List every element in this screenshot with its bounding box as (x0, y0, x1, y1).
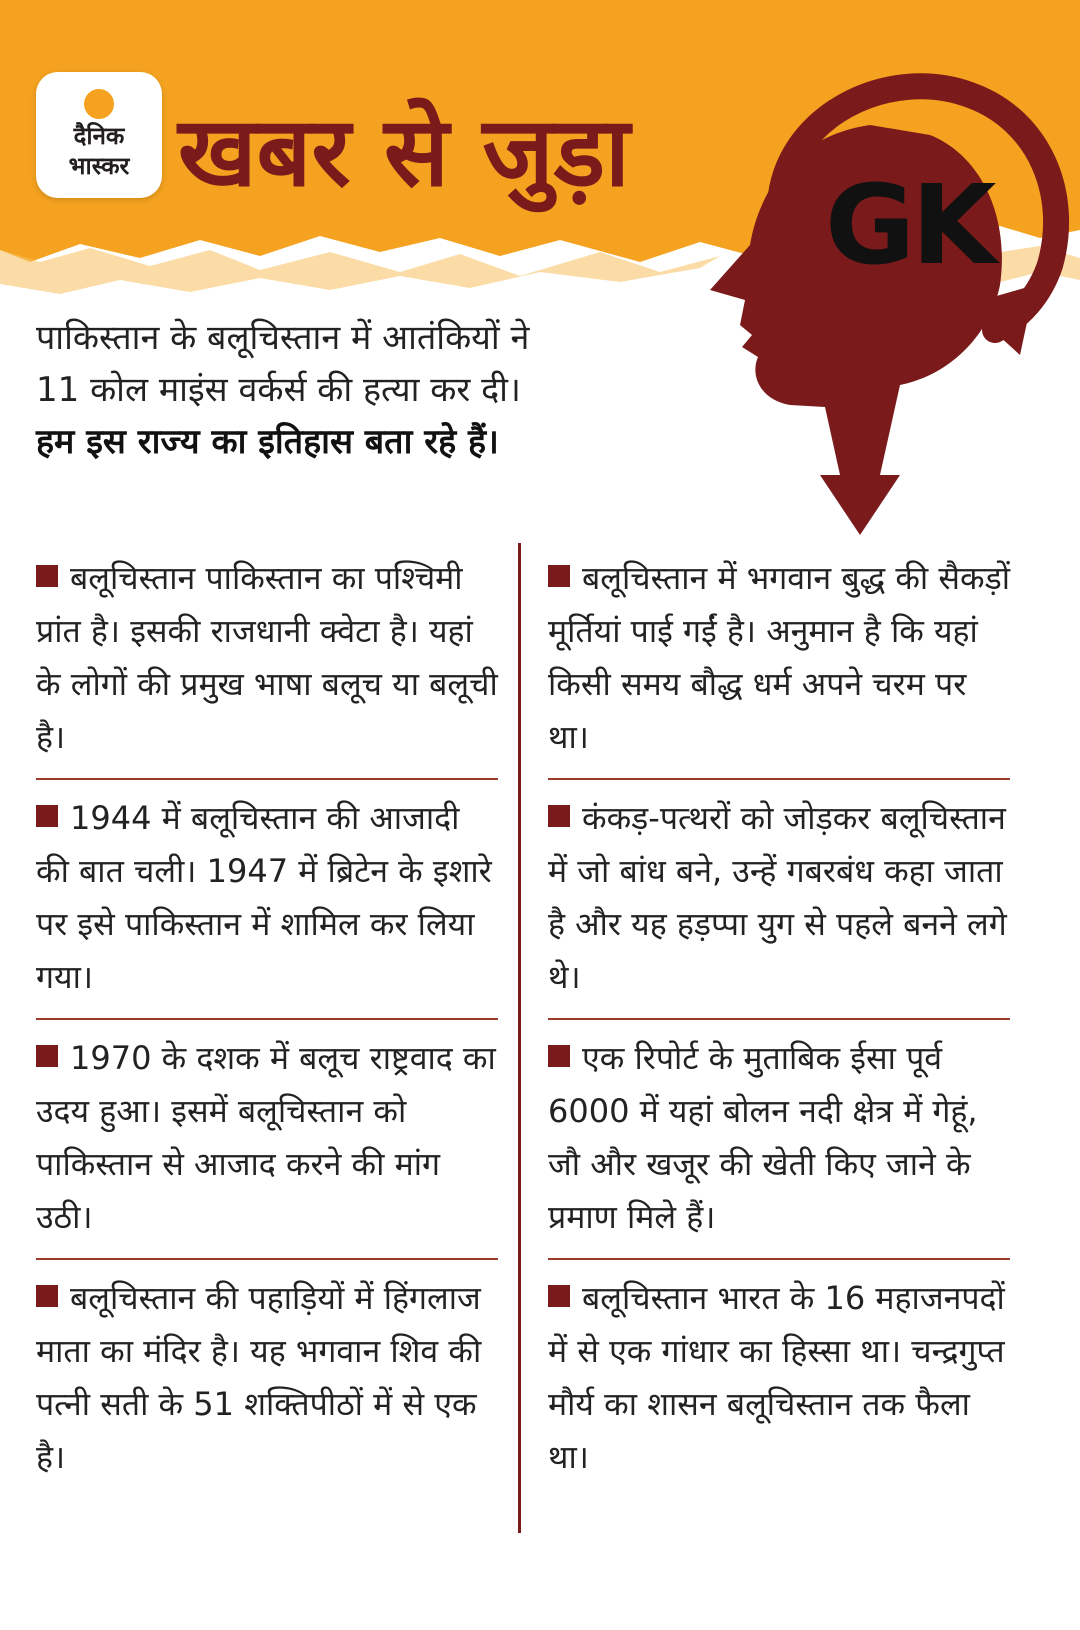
fact-text: बलूचिस्तान पाकिस्तान का पश्चिमी प्रांत है। इसकी राजधानी क्वेटा है। यहां के लोगों की प्रमुख भाषा बलूच या बलूची है। (36, 559, 498, 756)
square-bullet-icon (548, 565, 570, 587)
square-bullet-icon (36, 565, 58, 587)
fact-text: कंकड़-पत्थरों को जोड़कर बलूचिस्तान में जो बांध बने, उन्हें गबरबंध कहा जाता है और यह हड़प्पा युग से पहले बनने लगे थे। (548, 799, 1007, 996)
fact-item (548, 1020, 1010, 1260)
square-bullet-icon (548, 1285, 570, 1307)
fact-item (548, 1260, 1010, 1498)
fact-item (548, 780, 1010, 1020)
fact-item (36, 1260, 498, 1498)
fact-text: एक रिपोर्ट के मुताबिक ईसा पूर्व 6000 में यहां बोलन नदी क्षेत्र में गेहूं, जौ और खजूर की खेती किए जाने के प्रमाण मिले हैं। (548, 1039, 978, 1236)
dainik-bhaskar-logo (36, 72, 162, 198)
fact-text: बलूचिस्तान भारत के 16 महाजनपदों में से एक गांधार का हिस्सा था। चन्द्रगुप्त मौर्य का शासन बलूचिस्तान तक फैला था। (548, 1279, 1005, 1476)
fact-text: 1970 के दशक में बलूच राष्ट्रवाद का उदय हुआ। इसमें बलूचिस्तान को पाकिस्तान से आजाद करने की मांग उठी। (36, 1039, 496, 1236)
square-bullet-icon (36, 1285, 58, 1307)
intro-line-1: पाकिस्तान के बलूचिस्तान में आतंकियों ने (36, 318, 530, 358)
fact-text: बलूचिस्तान की पहाड़ियों में हिंगलाज माता का मंदिर है। यह भगवान शिव की पत्नी सती के 51 शक्तिपीठों में से एक है। (36, 1279, 482, 1476)
intro-text (36, 312, 716, 468)
column-divider (518, 543, 521, 1533)
fact-text: 1944 में बलूचिस्तान की आजादी की बात चली। 1947 में ब्रिटेन के इशारे पर इसे पाकिस्तान में शामिल कर लिया गया। (36, 799, 492, 996)
fact-item (36, 1020, 498, 1260)
facts-left-column (36, 548, 498, 1498)
fact-item (36, 780, 498, 1020)
fact-text: बलूचिस्तान में भगवान बुद्ध की सैकड़ों मूर्तियां पाई गईं है। अनुमान है कि यहां किसी समय बौद्ध धर्म अपने चरम पर था। (548, 559, 1010, 756)
facts-right-column (548, 548, 1010, 1498)
square-bullet-icon (548, 1045, 570, 1067)
square-bullet-icon (36, 1045, 58, 1067)
intro-line-3: हम इस राज्य का इतिहास बता रहे हैं। (36, 422, 499, 462)
square-bullet-icon (36, 805, 58, 827)
logo-text-line1: दैनिक (73, 122, 125, 150)
gk-badge: GK (825, 161, 993, 289)
page-title: खबर से जुड़ा (178, 96, 630, 208)
fact-item (548, 548, 1010, 780)
sun-icon (84, 89, 114, 119)
head-arrow-icon (690, 55, 1080, 555)
fact-item (36, 548, 498, 780)
intro-line-2: 11 कोल माइंस वर्कर्स की हत्या कर दी। (36, 370, 521, 410)
logo-text-line2: भास्कर (68, 152, 130, 180)
square-bullet-icon (548, 805, 570, 827)
